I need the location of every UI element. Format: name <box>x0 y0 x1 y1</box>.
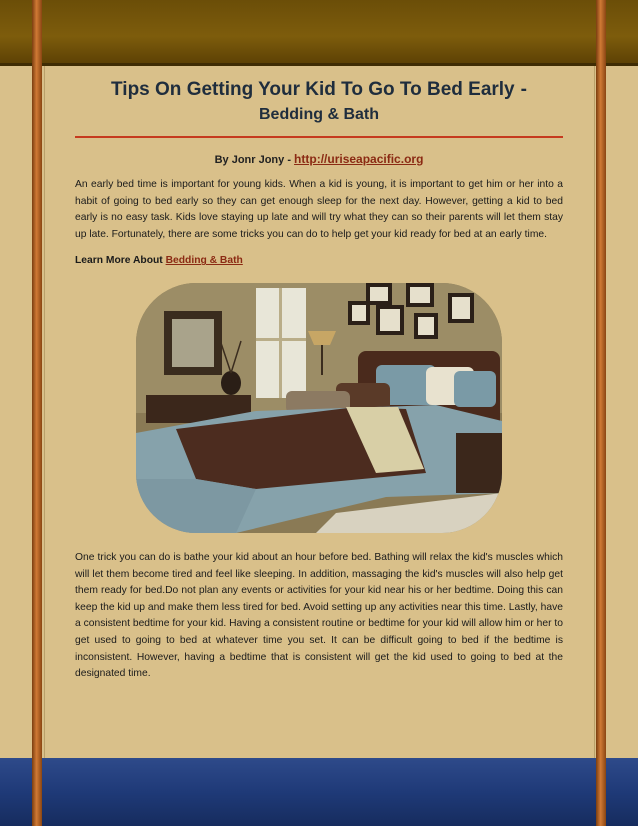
vase <box>221 371 241 395</box>
bedroom-illustration <box>136 283 502 533</box>
picture <box>410 287 430 303</box>
bedroom-photo <box>136 283 502 533</box>
comforter-skirt <box>136 479 256 533</box>
picture <box>352 305 366 321</box>
window-transom <box>256 338 306 341</box>
page-subtitle: Bedding & Bath <box>259 106 379 123</box>
nightstand <box>456 433 502 493</box>
learn-more-label: Learn More About <box>75 255 163 267</box>
pillow <box>454 371 496 407</box>
title-line-1: Tips On Getting Your Kid To Go To Bed Early <box>111 79 515 100</box>
picture <box>452 297 470 319</box>
learn-more <box>75 253 563 270</box>
body-paragraph: One trick you can do is bathe your kid about an hour before bed. Bathing will relax the kid's muscles which will let them become tired and feel like sleeping. In addition, massaging the kid's muscles will also help get them ready for bed.Do not plan any events or activities for your kid near his or her bedtime. Doing this can keep the kid up and make them less tired for bed. Avoid setting up any activities near this time. Lastly, have a consistent bedtime for your kid. Having a consistent routine or bedtime for your kid will allow him or her to get used to going to bed at whatever time you set. It can be difficult going to bed if the bedtime is inconsistent. However, having a bedtime that is consistent will get the kid used to going to bed at the designated time. <box>75 551 563 680</box>
byline-author: By Jonr Jony - <box>214 154 291 166</box>
byline-link[interactable]: http://uriseapacific.org <box>294 152 424 166</box>
title-dash: - <box>520 79 527 100</box>
left-border-line <box>44 66 45 758</box>
picture <box>380 309 400 331</box>
window-mullion <box>279 288 282 398</box>
learn-more-link[interactable]: Bedding & Bath <box>165 255 243 267</box>
intro-paragraph: An early bed time is important for young kids. When a kid is young, it is important to get him or her into a habit of going to bed early so they can get enough sleep for the next day. However, getting a kid to bed early is no easy task. Kids love staying up late and will try what they can so their parents will let them stay up late. Fortunately, there are some tricks you can do to help get your kid ready for bed at an early time. <box>75 179 563 240</box>
byline <box>75 152 563 166</box>
right-rail <box>596 0 606 826</box>
picture <box>370 287 388 301</box>
right-border-line <box>594 66 595 758</box>
mirror-glass <box>172 319 214 367</box>
lamp-stand <box>321 345 323 375</box>
left-rail <box>32 0 42 826</box>
title-divider <box>75 136 563 138</box>
picture <box>418 317 434 335</box>
footer-band <box>0 758 638 826</box>
header-band <box>0 0 638 66</box>
page-title <box>75 78 563 102</box>
article <box>75 78 563 683</box>
